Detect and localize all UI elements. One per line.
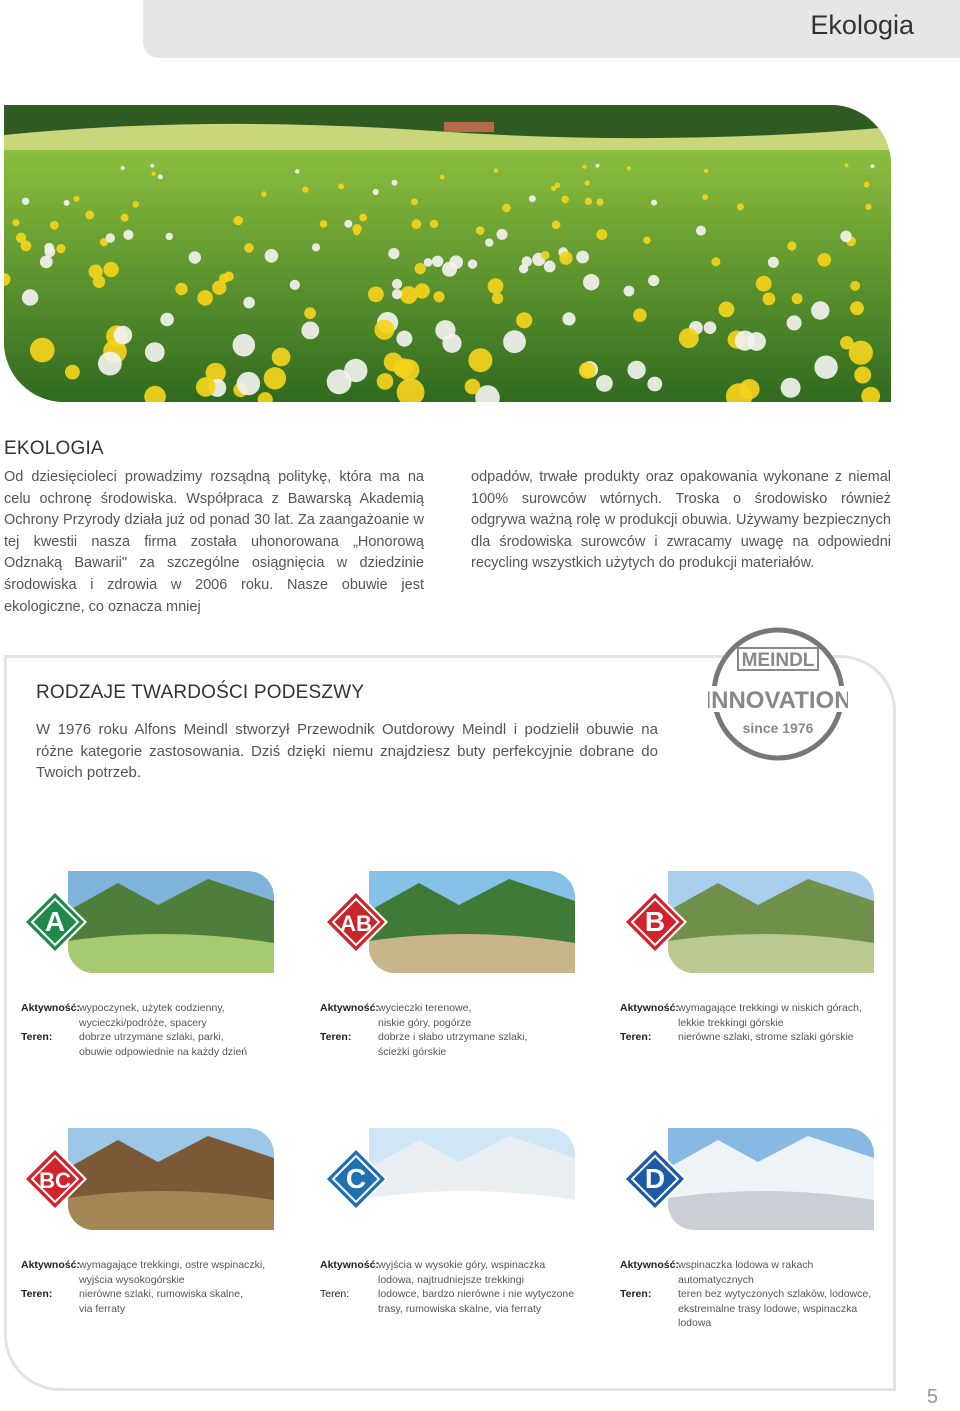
header-tab (143, 0, 960, 58)
ecology-title: EKOLOGIA (4, 438, 104, 459)
category-code: A (44, 906, 66, 937)
category-info (620, 1001, 880, 1045)
category-photo (68, 1128, 274, 1230)
category-info (320, 1001, 580, 1059)
hardness-text: W 1976 roku Alfons Meindl stworzył Przewodnik Outdorowy Meindl i podzielił obuwie na różne kategorie zastosowania. Dziś dzięki niemu znajdziesz buty perfekcyjnie dobrane do Twoich potrzeb. (36, 721, 658, 782)
category-diamond-b (622, 889, 688, 955)
activity-label: Aktywność: (21, 1259, 80, 1271)
terrain-value: dobrze utrzymane szlaki, parki, obuwie odpowiednie na każdy dzień (79, 1031, 248, 1058)
badge-line2: since 1976 (742, 720, 814, 736)
badge-line1: INNOVATION (708, 687, 848, 714)
activity-label: Aktywność: (21, 1002, 80, 1014)
category-diamond-ab (323, 889, 389, 955)
category-diamond-a (22, 889, 88, 955)
category-photo (68, 871, 274, 973)
activity-label: Aktywność: (620, 1259, 679, 1271)
badge-brand-text: MEINDL (741, 650, 815, 671)
ecology-text-left: Od dziesięcioleci prowadzimy rozsądną politykę, która ma na celu ochronę środowiska. Współpraca z Bawarską Akademią Ochrony Przyrody działa już od ponad 30 lat. Za zaangażoanie w tej kwestii nasza firma została uhonorowana „Honorową Odznaką Bawarii" za szczególne osiągnięcia w dziedzinie środowiska i zdrowia w 2006 roku. Nasze obuwie jest ekologiczne, co oznacza mniej (4, 469, 424, 615)
category-diamond-c (323, 1146, 389, 1212)
terrain-value: nierówne szlaki, strome szlaki górskie (678, 1031, 854, 1044)
terrain-label: Teren: (620, 1288, 652, 1301)
activity-value: wymagające trekkingi w niskich górach, lekkie trekkingi górskie (678, 1002, 862, 1029)
terrain-label: Teren: (21, 1031, 53, 1044)
category-diamond-bc (22, 1146, 88, 1212)
meindl-innovation-badge (708, 624, 848, 764)
hero-meadow-image (4, 105, 891, 402)
terrain-value: teren bez wytyczonych szlaków, lodowce, ekstremalne trasy lodowe, wspinaczka lodowa (678, 1288, 872, 1330)
page-number: 5 (926, 1386, 938, 1408)
category-photo (668, 871, 874, 973)
activity-value: wspinaczka lodowa w rakach automatycznych (678, 1259, 814, 1286)
terrain-value: lodowce, bardzo nierówne i nie wytyczone trasy, rumowiska skalne, via ferraty (378, 1288, 575, 1315)
category-info (21, 1258, 281, 1316)
terrain-value: dobrze i słabo utrzymane szlaki, ścieżki górskie (378, 1031, 528, 1058)
activity-value: wyjścia w wysokie góry, wspinaczka lodowa, najtrudniejsze trekkingi (378, 1259, 546, 1286)
category-code: BC (39, 1168, 71, 1193)
category-photo (369, 871, 575, 973)
activity-value: wypoczynek, użytek codzienny, wycieczki/podróże, spacery (79, 1002, 225, 1029)
category-diamond-d (622, 1146, 688, 1212)
hardness-title: RODZAJE TWARDOŚCI PODESZWY (36, 682, 365, 703)
category-photo (668, 1128, 874, 1230)
activity-value: wycieczki terenowe, niskie góry, pogórze (378, 1002, 472, 1029)
ecology-text-right: odpadów, trwałe produkty oraz opakowania wykonane z niemal 100% surowców wtórnych. Troska o środowisko również odgrywa ważną rolę w produkcji obuwia. Używamy bezpiecznych dla środowiska surowców i zwracamy uwagę na odpowiedni recycling wszystkich użytych do produkcji materiałów. (471, 469, 891, 572)
page-title: Ekologia (810, 10, 914, 40)
category-info (320, 1258, 580, 1316)
activity-label: Aktywność: (320, 1002, 379, 1014)
category-code: C (345, 1163, 367, 1194)
category-photo (369, 1128, 575, 1230)
category-code: B (644, 906, 666, 937)
activity-label: Aktywność: (620, 1002, 679, 1014)
category-info (620, 1258, 880, 1331)
terrain-label: Teren: (21, 1288, 53, 1301)
terrain-label: Teren: (320, 1288, 350, 1301)
terrain-label: Teren: (320, 1031, 352, 1044)
terrain-label: Teren: (620, 1031, 652, 1044)
terrain-value: nierówne szlaki, rumowiska skalne, via ferraty (79, 1288, 243, 1315)
activity-label: Aktywność: (320, 1259, 379, 1271)
category-code: D (644, 1163, 666, 1194)
category-code: AB (340, 911, 372, 936)
activity-value: wymagające trekkingi, ostre wspinaczki, wyjścia wysokogórskie (79, 1259, 266, 1286)
category-info (21, 1001, 281, 1059)
